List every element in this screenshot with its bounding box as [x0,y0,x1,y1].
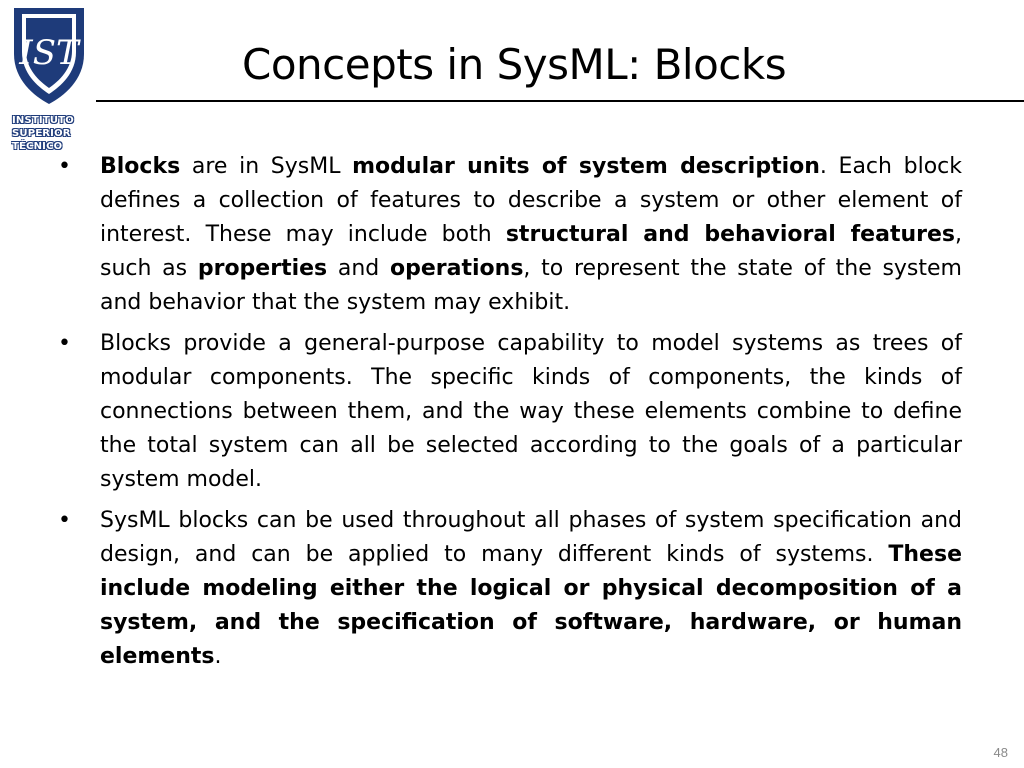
ist-logo-text [12,114,86,153]
plain-text: and [327,256,390,281]
title-underline [96,100,1024,102]
slide-title: Concepts in SysML: Blocks [242,40,787,89]
bullet-text [100,508,962,669]
bullet-list [56,150,962,681]
page-number: 48 [993,745,1008,760]
bold-text: Blocks [100,154,181,179]
ist-logo [12,6,86,166]
bold-text: operations [390,256,524,281]
bold-text: structural and behavioral features [505,222,955,247]
bold-text: These include modeling either the logical or physical decomposition of a system, and the specification of software, hardware, or human elements [100,542,962,669]
plain-text: Blocks provide a general-purpose capability to model systems as trees of modular components. The specific kinds of components, the kinds of connections between them, and the way these elements combine to define the total system can all be selected according to the goals of a particular system model. [100,331,962,492]
bold-text: modular units of system description [352,154,820,179]
ist-shield-icon [12,6,86,106]
bullet-marker: • [58,331,71,356]
plain-text: , to represent the state of the system and behavior that the system may exhibit. [100,256,962,315]
bold-text: properties [197,256,328,281]
bullet-item [56,150,962,320]
plain-text: , such as [100,222,962,281]
svg-text:IST: IST [19,33,79,73]
plain-text: . Each block defines a collection of features to describe a system or other element of interest. These may include both [100,154,962,247]
bullet-text [100,154,962,315]
logo-text-line-2: SUPERIOR [12,128,71,139]
bullet-item [56,504,962,674]
plain-text: are in SysML [180,154,353,179]
bullet-text [100,331,962,492]
plain-text: SysML blocks can be used throughout all phases of system specification and design, and can be applied to many different kinds of systems. [100,508,962,567]
bullet-marker: • [58,154,71,179]
plain-text: . [214,644,222,669]
logo-text-line-3: TÉCNICO [12,141,63,152]
bullet-marker: • [58,508,71,533]
logo-text-line-1: INSTITUTO [12,115,74,126]
bullet-item [56,327,962,497]
